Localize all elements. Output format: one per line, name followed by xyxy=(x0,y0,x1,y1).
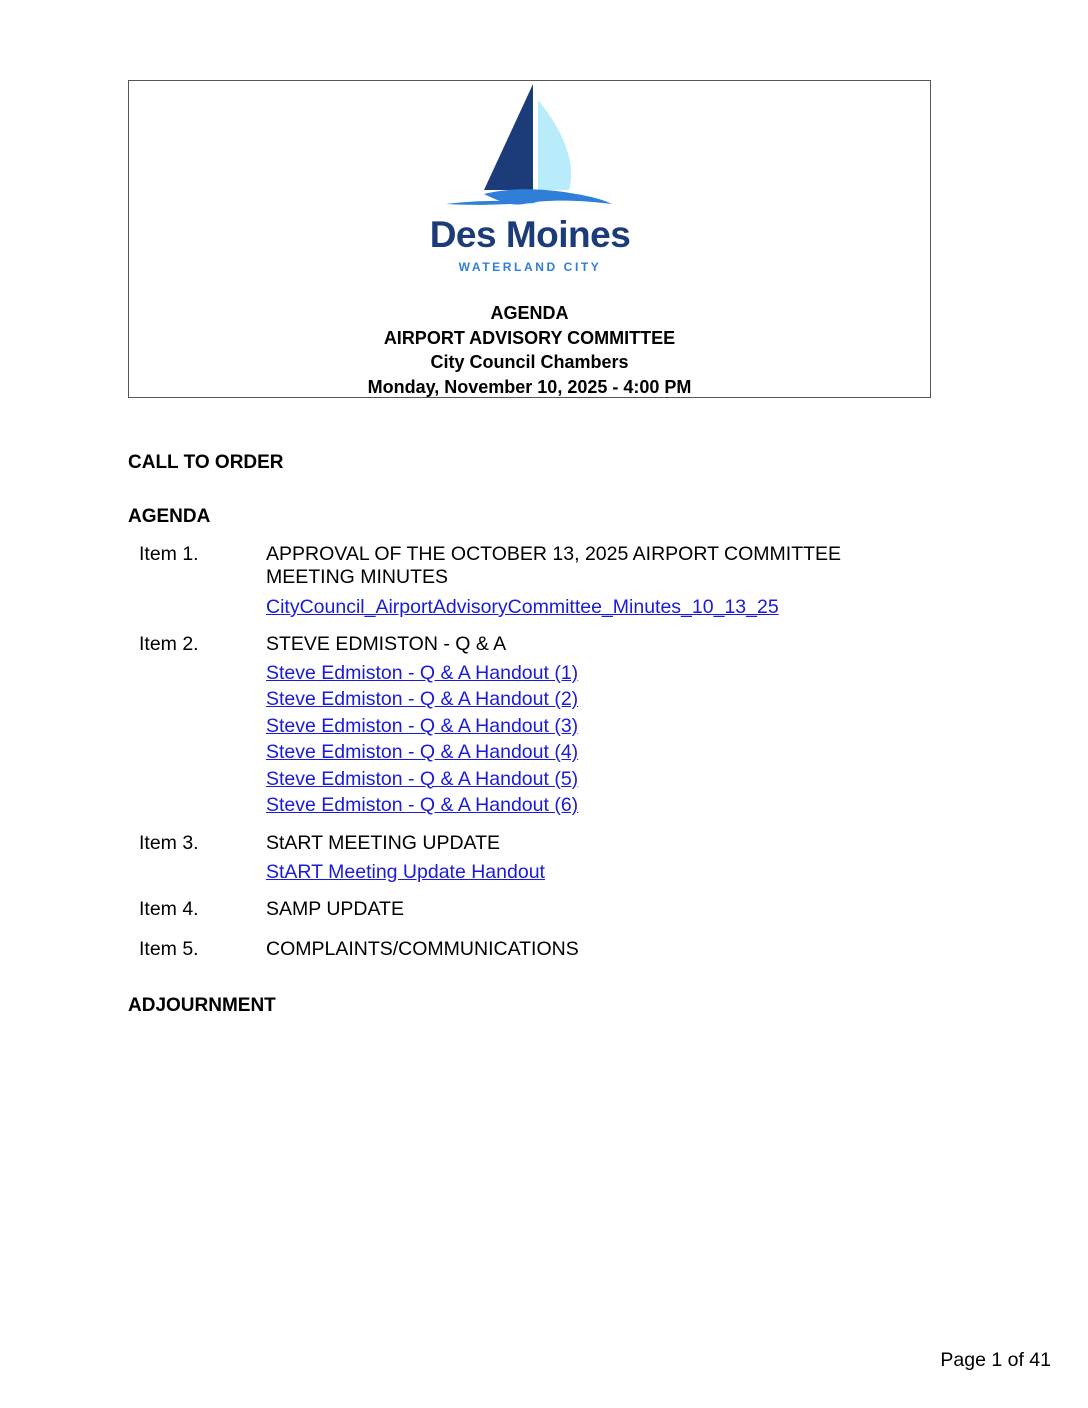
handout-link-4[interactable]: Steve Edmiston - Q & A Handout (4) xyxy=(266,741,579,764)
item-2-links xyxy=(266,660,578,818)
agenda-title-block xyxy=(128,301,931,399)
logo-name: Des Moines xyxy=(429,214,631,255)
start-handout-link[interactable]: StART Meeting Update Handout xyxy=(266,861,545,883)
item-1-label: Item 1. xyxy=(139,543,199,565)
item-1-title: APPROVAL OF THE OCTOBER 13, 2025 AIRPORT COMMITTEE MEETING MINUTES xyxy=(266,543,842,588)
meeting-location: City Council Chambers xyxy=(430,352,629,372)
item-1-links xyxy=(266,594,779,620)
page-number: Page 1 of 41 xyxy=(940,1349,1051,1371)
item-4-label: Item 4. xyxy=(139,898,199,920)
item-3-title: StART MEETING UPDATE xyxy=(266,832,501,854)
item-5-title: COMPLAINTS/COMMUNICATIONS xyxy=(266,938,579,960)
handout-link-3[interactable]: Steve Edmiston - Q & A Handout (3) xyxy=(266,714,579,737)
item-5-label: Item 5. xyxy=(139,938,199,960)
call-to-order-heading: CALL TO ORDER xyxy=(128,452,284,473)
minutes-link[interactable]: CityCouncil_AirportAdvisoryCommittee_Minutes_10_13_25 xyxy=(266,596,779,618)
handout-link-2[interactable]: Steve Edmiston - Q & A Handout (2) xyxy=(266,688,579,711)
agenda-heading: AGENDA xyxy=(128,506,211,527)
meeting-datetime: Monday, November 10, 2025 - 4:00 PM xyxy=(367,376,692,397)
item-3-links xyxy=(266,859,545,885)
document-type: AGENDA xyxy=(490,303,569,323)
item-2-title: STEVE EDMISTON - Q & A xyxy=(266,633,507,655)
handout-link-1[interactable]: Steve Edmiston - Q & A Handout (1) xyxy=(266,662,579,684)
item-4-title: SAMP UPDATE xyxy=(266,898,404,920)
adjournment-heading: ADJOURNMENT xyxy=(128,995,276,1016)
committee-name: AIRPORT ADVISORY COMMITTEE xyxy=(383,327,676,348)
item-2-label: Item 2. xyxy=(139,633,199,655)
logo-tagline: WATERLAND CITY xyxy=(458,260,602,274)
des-moines-logo xyxy=(420,82,640,278)
handout-link-5[interactable]: Steve Edmiston - Q & A Handout (5) xyxy=(266,767,579,790)
sailboat-icon xyxy=(420,82,640,212)
handout-link-6[interactable]: Steve Edmiston - Q & A Handout (6) xyxy=(266,794,579,817)
item-3-label: Item 3. xyxy=(139,832,199,854)
